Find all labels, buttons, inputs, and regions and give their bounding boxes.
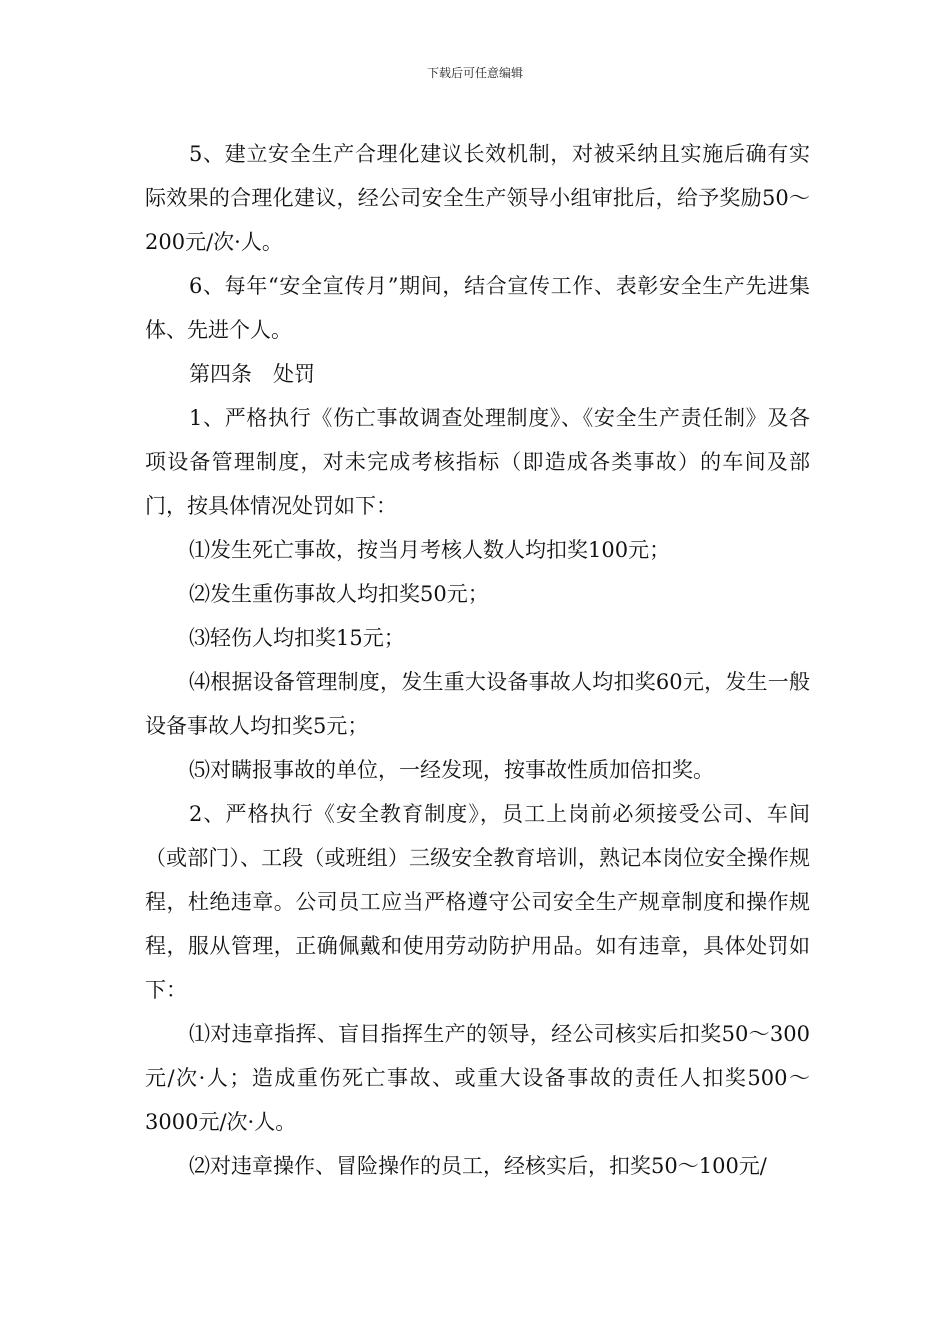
list-item-penalty-2-1: ⑴对违章指挥、盲目指挥生产的领导，经公司核实后扣奖50～300元/次·人；造成重伤死亡事故、或重大设备事故的责任人扣奖500～3000元/次·人。: [145, 1022, 810, 1134]
paragraph-penalty-1: 1、严格执行《伤亡事故调查处理制度》、《安全生产责任制》及各项设备管理制度，对未完成考核指标（即造成各类事故）的车间及部门，按具体情况处罚如下：: [145, 406, 810, 518]
list-item-penalty-1-4: ⑷根据设备管理制度，发生重大设备事故人均扣奖60元，发生一般设备事故人均扣奖5元；: [145, 670, 810, 738]
paragraph-reward-5: 5、建立安全生产合理化建议长效机制，对被采纳且实施后确有实际效果的合理化建议，经公司安全生产领导小组审批后，给予奖励50～200元/次·人。: [145, 142, 810, 254]
page-header: 下载后可任意编辑: [426, 66, 523, 80]
list-item-penalty-2-2: ⑵对违章操作、冒险操作的员工，经核实后，扣奖50～100元/: [189, 1154, 767, 1178]
document-body: [145, 132, 810, 1188]
list-item-penalty-1-2: ⑵发生重伤事故人均扣奖50元；: [189, 582, 489, 606]
list-item-penalty-1-3: ⑶轻伤人均扣奖15元；: [189, 626, 405, 650]
list-item-penalty-1-5: ⑸对瞒报事故的单位，一经发现，按事故性质加倍扣奖。: [189, 758, 714, 782]
list-item-penalty-1-1: ⑴发生死亡事故，按当月考核人数人均扣奖100元；: [189, 538, 671, 562]
section-heading-article-4: 第四条 处罚: [189, 362, 315, 386]
paragraph-reward-6: 6、每年“安全宣传月”期间，结合宣传工作、表彰安全生产先进集体、先进个人。: [145, 274, 810, 342]
paragraph-penalty-2: 2、严格执行《安全教育制度》，员工上岗前必须接受公司、车间（或部门）、工段（或班组）三级安全教育培训，熟记本岗位安全操作规程，杜绝违章。公司员工应当严格遵守公司安全生产规章制度和操作规程，服从管理，正确佩戴和使用劳动防护用品。如有违章，具体处罚如下：: [145, 802, 810, 1002]
